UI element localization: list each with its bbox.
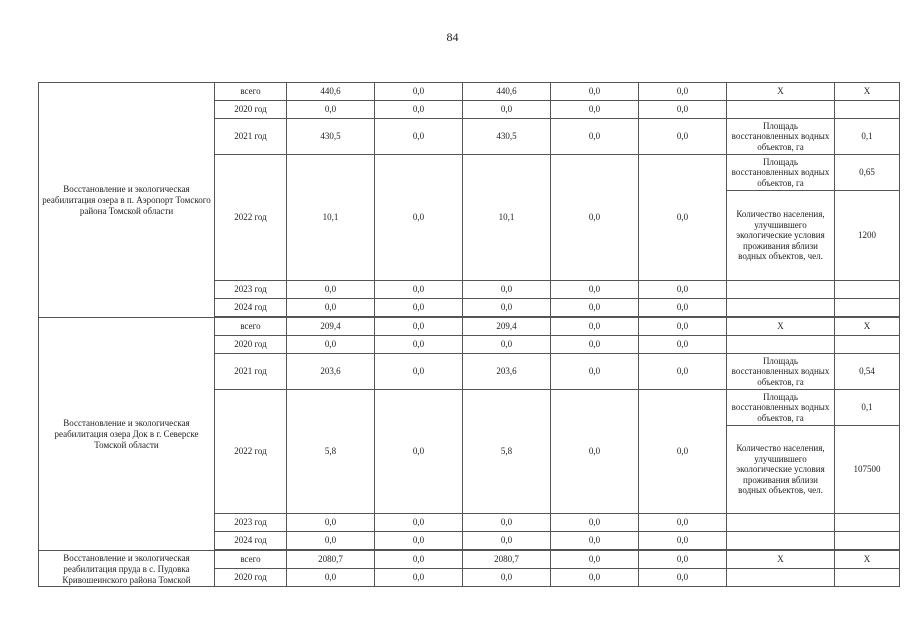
value-cell: 0,0 bbox=[287, 569, 375, 587]
value-cell: 0,0 bbox=[639, 569, 727, 587]
value-cell: 0,0 bbox=[639, 119, 727, 155]
period-cell: всего bbox=[215, 83, 287, 101]
value-cell: 0,0 bbox=[375, 281, 463, 299]
value-cell: 0,0 bbox=[639, 336, 727, 354]
value-cell: 0,0 bbox=[639, 551, 727, 569]
value-cell: 0,0 bbox=[375, 532, 463, 550]
value-cell: 0,0 bbox=[551, 551, 639, 569]
target-cell: 0,1 bbox=[835, 390, 900, 426]
target-cell: Х bbox=[835, 318, 900, 336]
target-cell: 0,1 bbox=[835, 119, 900, 155]
indicator-cell: Площадь восстановленных водных объектов, га bbox=[727, 354, 835, 390]
value-cell: 0,0 bbox=[463, 299, 551, 317]
value-cell: 0,0 bbox=[639, 101, 727, 119]
indicator-cell: Количество населения, улучшившего экологические условия проживания вблизи водных объектов, чел. bbox=[727, 426, 835, 514]
target-cell bbox=[835, 514, 900, 532]
value-cell: 0,0 bbox=[639, 354, 727, 390]
indicator-cell bbox=[727, 569, 835, 587]
period-cell: 2022 год bbox=[215, 155, 287, 281]
value-cell: 0,0 bbox=[551, 569, 639, 587]
page-number: 84 bbox=[446, 30, 459, 44]
value-cell: 0,0 bbox=[287, 281, 375, 299]
target-cell bbox=[835, 281, 900, 299]
value-cell: 0,0 bbox=[375, 551, 463, 569]
value-cell: 0,0 bbox=[639, 299, 727, 317]
target-cell bbox=[835, 532, 900, 550]
value-cell: 0,0 bbox=[375, 354, 463, 390]
period-cell: 2024 год bbox=[215, 299, 287, 317]
value-cell: 0,0 bbox=[375, 155, 463, 281]
value-cell: 0,0 bbox=[463, 514, 551, 532]
value-cell: 10,1 bbox=[287, 155, 375, 281]
value-cell: 0,0 bbox=[375, 390, 463, 514]
period-cell: 2024 год bbox=[215, 532, 287, 550]
value-cell: 0,0 bbox=[639, 514, 727, 532]
value-cell: 0,0 bbox=[551, 101, 639, 119]
value-cell: 0,0 bbox=[551, 119, 639, 155]
value-cell: 0,0 bbox=[375, 514, 463, 532]
value-cell: 0,0 bbox=[551, 281, 639, 299]
project-title: Восстановление и экологическая реабилитация озера в п. Аэропорт Томского района Томской области bbox=[39, 83, 215, 318]
value-cell: 0,0 bbox=[551, 390, 639, 514]
table-row bbox=[39, 318, 900, 336]
value-cell: 203,6 bbox=[287, 354, 375, 390]
value-cell: 0,0 bbox=[639, 83, 727, 101]
target-cell bbox=[835, 569, 900, 587]
period-cell: 2021 год bbox=[215, 119, 287, 155]
indicator-cell: Х bbox=[727, 318, 835, 336]
target-cell: Х bbox=[835, 551, 900, 569]
period-cell: 2021 год bbox=[215, 354, 287, 390]
target-cell bbox=[835, 299, 900, 317]
target-cell: 0,54 bbox=[835, 354, 900, 390]
value-cell: 0,0 bbox=[375, 336, 463, 354]
value-cell: 2080,7 bbox=[463, 551, 551, 569]
value-cell: 430,5 bbox=[463, 119, 551, 155]
indicator-cell: Х bbox=[727, 551, 835, 569]
value-cell: 430,5 bbox=[287, 119, 375, 155]
value-cell: 0,0 bbox=[375, 299, 463, 317]
project-title: Восстановление и экологическая реабилитация озера Док в г. Северске Томской области bbox=[39, 318, 215, 551]
value-cell: 10,1 bbox=[463, 155, 551, 281]
indicator-cell bbox=[727, 101, 835, 119]
value-cell: 0,0 bbox=[287, 514, 375, 532]
value-cell: 0,0 bbox=[551, 83, 639, 101]
target-cell: 107500 bbox=[835, 426, 900, 514]
value-cell: 0,0 bbox=[551, 514, 639, 532]
period-cell: 2020 год bbox=[215, 336, 287, 354]
value-cell: 0,0 bbox=[551, 532, 639, 550]
value-cell: 209,4 bbox=[463, 318, 551, 336]
indicator-cell: Площадь восстановленных водных объектов, га bbox=[727, 119, 835, 155]
indicator-cell: Количество населения, улучшившего экологические условия проживания вблизи водных объектов, чел. bbox=[727, 191, 835, 281]
value-cell: 0,0 bbox=[551, 299, 639, 317]
value-cell: 0,0 bbox=[463, 101, 551, 119]
value-cell: 0,0 bbox=[463, 281, 551, 299]
value-cell: 0,0 bbox=[551, 336, 639, 354]
indicator-cell bbox=[727, 514, 835, 532]
period-cell: 2022 год bbox=[215, 390, 287, 514]
indicator-cell: Площадь восстановленных водных объектов, га bbox=[727, 155, 835, 191]
value-cell: 209,4 bbox=[287, 318, 375, 336]
table-row bbox=[39, 551, 900, 569]
value-cell: 5,8 bbox=[463, 390, 551, 514]
indicator-cell bbox=[727, 532, 835, 550]
project-title: Восстановление и экологическая реабилитация пруда в с. Пудовка Кривошеинского района Томской bbox=[39, 551, 215, 587]
period-cell: всего bbox=[215, 318, 287, 336]
value-cell: 2080,7 bbox=[287, 551, 375, 569]
value-cell: 0,0 bbox=[375, 318, 463, 336]
value-cell: 0,0 bbox=[551, 354, 639, 390]
period-cell: 2023 год bbox=[215, 281, 287, 299]
value-cell: 0,0 bbox=[551, 318, 639, 336]
period-cell: 2020 год bbox=[215, 569, 287, 587]
indicator-cell bbox=[727, 281, 835, 299]
target-cell: 1200 bbox=[835, 191, 900, 281]
target-cell: Х bbox=[835, 83, 900, 101]
table-row bbox=[39, 83, 900, 101]
value-cell: 0,0 bbox=[463, 532, 551, 550]
indicator-cell bbox=[727, 299, 835, 317]
target-cell bbox=[835, 101, 900, 119]
value-cell: 440,6 bbox=[287, 83, 375, 101]
value-cell: 0,0 bbox=[375, 101, 463, 119]
value-cell: 0,0 bbox=[551, 155, 639, 281]
value-cell: 0,0 bbox=[639, 390, 727, 514]
value-cell: 0,0 bbox=[287, 532, 375, 550]
value-cell: 0,0 bbox=[375, 119, 463, 155]
indicator-cell bbox=[727, 336, 835, 354]
value-cell: 5,8 bbox=[287, 390, 375, 514]
value-cell: 0,0 bbox=[375, 83, 463, 101]
value-cell: 0,0 bbox=[639, 318, 727, 336]
value-cell: 0,0 bbox=[463, 336, 551, 354]
value-cell: 0,0 bbox=[287, 101, 375, 119]
value-cell: 0,0 bbox=[287, 336, 375, 354]
value-cell: 0,0 bbox=[639, 281, 727, 299]
period-cell: 2023 год bbox=[215, 514, 287, 532]
value-cell: 0,0 bbox=[639, 532, 727, 550]
indicator-cell: Площадь восстановленных водных объектов, га bbox=[727, 390, 835, 426]
value-cell: 440,6 bbox=[463, 83, 551, 101]
value-cell: 203,6 bbox=[463, 354, 551, 390]
period-cell: всего bbox=[215, 551, 287, 569]
value-cell: 0,0 bbox=[463, 569, 551, 587]
indicator-cell: Х bbox=[727, 83, 835, 101]
target-cell bbox=[835, 336, 900, 354]
budget-table bbox=[38, 82, 900, 587]
value-cell: 0,0 bbox=[287, 299, 375, 317]
period-cell: 2020 год bbox=[215, 101, 287, 119]
target-cell: 0,65 bbox=[835, 155, 900, 191]
value-cell: 0,0 bbox=[639, 155, 727, 281]
value-cell: 0,0 bbox=[375, 569, 463, 587]
